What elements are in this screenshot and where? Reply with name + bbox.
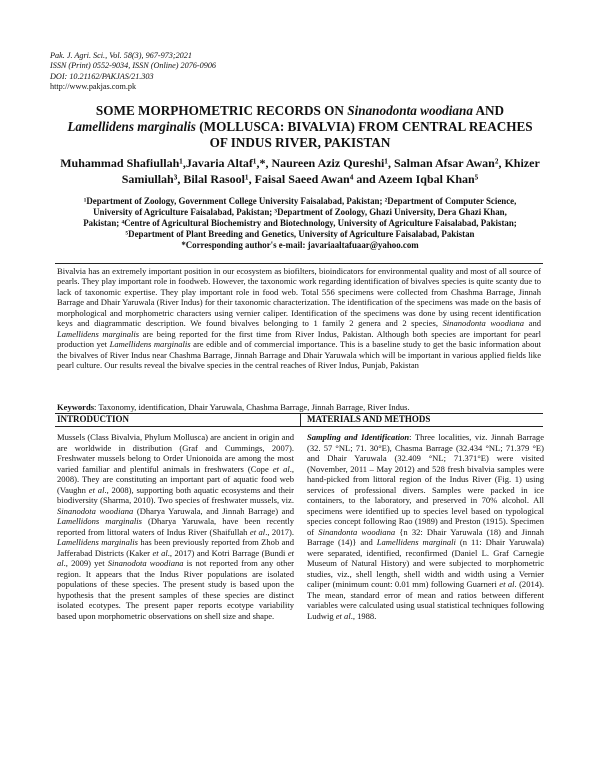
affiliation-line-4: ⁵Department of Plant Breeding and Genetics, University of Agriculture Faisalabad, Pakistan xyxy=(125,228,475,239)
methods-text: ., 1988. xyxy=(350,610,377,621)
intro-italic: et al xyxy=(88,484,105,495)
intro-italic: et al xyxy=(249,526,266,537)
methods-body xyxy=(307,432,544,621)
title-part-3: (MOLLUSCA: BIVALVIA) FROM CENTRAL REACHES OF INDUS RIVER, PAKISTAN xyxy=(195,119,533,150)
intro-text: has been previously reported from Zhob and Jafferabad Districts (Kaker xyxy=(57,537,294,558)
intro-text: ., 2017). xyxy=(265,526,294,537)
affiliation-line-3: Pakistan; ⁴Centre of Agricultural Biochemistry and Biotechnology, University of Agriculture Faisalabad, Pakistan; xyxy=(83,217,517,228)
intro-italic: Sinanodota woodiana xyxy=(57,505,134,516)
journal-header xyxy=(50,51,350,92)
keywords-text: : Taxonomy, identification, Dhair Yaruwala, Chashma Barrage, Jinnah Barrage, River Indus. xyxy=(94,402,410,412)
abstract-species: Lamellidens marginalis xyxy=(109,339,191,350)
introduction-heading: INTRODUCTION xyxy=(57,414,130,424)
journal-citation: Pak. J. Agri. Sci., Vol. 58(3), 967-973;2021 xyxy=(50,51,192,60)
journal-url[interactable]: http://www.pakjas.com.pk xyxy=(50,81,137,91)
introduction-body xyxy=(57,432,294,621)
author-line-1: Muhammad Shafiullah¹,Javaria Altaf¹,*, Naureen Aziz Qureshi¹, Salman Afsar Awan², Khizer xyxy=(60,156,540,170)
intro-italic: et al xyxy=(272,463,290,474)
methods-heading: MATERIALS AND METHODS xyxy=(307,414,431,424)
journal-doi: DOI: 10.21162/PAKJAS/21.303 xyxy=(50,71,154,81)
intro-italic: et al xyxy=(152,547,168,558)
intro-italic: Lamellidens marginalis xyxy=(57,537,138,547)
article-title xyxy=(60,103,540,151)
abstract-species: Lamellidens marginalis xyxy=(57,328,140,339)
methods-italic: Sinandonta woodiana xyxy=(318,526,396,537)
abstract-top-rule xyxy=(55,263,543,264)
keywords xyxy=(57,402,541,412)
methods-text: : Three localities, viz. Jinnah Barrage (32. 57 °NL; 71. 30°E), Chasma Barrage (32.434 °NL; 71.379 °E) and Dhair Yaruwala (32.409 °NL; 71.371°E) were visited (November, 2011 – May 2012) and 528 fresh bivalvia samples were hand-picked from littoral region of the Indus River (Fig. 1) using services of professional divers. Samples were packed in ice containers, to the laboratory, and preserved in 70% alcohol. All specimens were identified up to species level based on typological species concept following Rao (1989) and Preston (1915). Specimen of xyxy=(307,432,544,537)
intro-text: Mussels (Class Bivalvia, Phylum Mollusca) are ancient in origin and are worldwide in distribution (Graf and Cummings, 2007). Freshwater mussels belong to Order Unionoida are among the most varied familiar and plentiful animals in freshwaters (Cope xyxy=(57,432,294,474)
author-line-2: Samiullah³, Bilal Rasool¹, Faisal Saeed Awan⁴ and Azeem Iqbal Khan⁵ xyxy=(121,172,479,186)
keywords-label: Keywords xyxy=(57,402,95,412)
abstract-text: are edible and of commercial importance. This is a baseline study to get the basic information about the bivalves of River Indus near Chashma Barrage, Jinnah Barrage and Dhair Yaruwala which will be important in various applied fields like pearl culture. Our results reveal the bivalve species in the central reaches of River Indus, Punjab, Pakistan xyxy=(57,339,542,371)
column-divider xyxy=(300,413,301,427)
intro-text: ., 2009) yet xyxy=(63,558,108,568)
methods-subheading: Sampling and Identification xyxy=(307,432,410,442)
intro-text: (Dharya Yaruwala, and Jinnah Barrage) and xyxy=(133,505,294,516)
methods-text: (n 11: Dhair Yaruwala) were separated, identified, reconfirmed (Daniel L. Graf Carnegie Museum of Natural History) and were subjected to morphometric studies, viz., shell length, shell width and width using a Vernier caliper (minimum count: 0.01 mm) following Guarneri xyxy=(307,537,544,589)
title-species-1: Sinanodonta woodiana xyxy=(347,103,473,118)
abstract-species: Sinanodonta woodiana xyxy=(442,318,525,329)
methods-italic: Lamellidens marginali xyxy=(376,537,456,547)
title-species-2: Lamellidens marginalis xyxy=(67,119,196,134)
affiliation-line-2: University of Agriculture Faisalabad, Pakistan; ³Department of Zoology, Ghazi University, Dera Ghazi Khan, xyxy=(93,206,507,217)
intro-italic: Sinanodota woodiana xyxy=(107,558,184,568)
title-part-2: AND xyxy=(472,103,505,118)
intro-text: is not reported from any other region. It appears that the Indus River populations are isolated populations of these species. The present study is based upon the hypothesis that the present samples of these species are distinct isolated ecotypes. The present paper reports ecotype variability based upon morphometric observations on shell size and shape. xyxy=(57,558,294,621)
affiliations xyxy=(60,196,540,251)
author-list xyxy=(60,155,540,187)
methods-text: {n 32: Dhair Yaruwala (18) and Jinnah Barrage (14)} and xyxy=(307,526,544,547)
abstract xyxy=(57,266,541,371)
intro-text: ., 2017) and Kotri Barrage (Bundi xyxy=(167,547,288,558)
intro-italic: et al xyxy=(57,547,294,568)
intro-text: ., 2008), supporting both aquatic ecosystems and their biodiversity (Sharma, 2010). Two species of freshwater mussels, viz. xyxy=(57,484,294,505)
abstract-text: are being reported for the first time from River Indus, Pakistan. Although both species are important for pearl production yet xyxy=(57,328,541,350)
intro-text: (Dharya Yaruwala, have been recently reported from littoral waters of Indus River (Shaifullah xyxy=(57,516,295,537)
intro-text: ., 2008). They are constituting an important part of aquatic food web (Vaughn xyxy=(57,463,295,495)
journal-issn: ISSN (Print) 0552-9034, ISSN (Online) 2076-0906 xyxy=(50,61,217,71)
abstract-text: Bivalvia has an extremely important position in our ecosystem as biofilters, bioindicators for environmental quality and most of all source of pearls. They play important role in foodweb. However, the taxonomic work regarding identification of bivalves species is quite scanty due to lack of taxonomic expertise. They play important role in food web. Total 556 specimens were collected from Chashma Barrage, Jinnah Barrage and Dhair Yaruwala (River Indus) for their taxonomic characterization. The identification of the specimens was made on the basis of morphological and morphometric characters using vernier caliper. Identification of the specimens was done by using recent identification keys and diagrammatic description. We found bivalves belonging to 1 family 2 genera and 2 species, xyxy=(57,266,541,329)
title-part-1: SOME MORPHOMETRIC RECORDS ON xyxy=(95,103,348,118)
abstract-text: and xyxy=(524,318,541,329)
section-bottom-rule xyxy=(55,426,543,427)
affiliation-line-1: ¹Department of Zoology, Government College University Faisalabad, Pakistan; ²Department of Computer Science, xyxy=(83,196,517,206)
corresponding-author: *Corresponding author's e-mail: javariaaltafuaar@yahoo.com xyxy=(181,239,419,250)
intro-italic: Lamellidons marginalis xyxy=(57,516,142,526)
methods-text: . (2014). The mean, standard error of mean and ratios between different variables were calculated using usual statistical techniques following Ludwig xyxy=(307,579,545,621)
methods-italic: et al xyxy=(499,579,515,589)
methods-italic: et al xyxy=(335,610,351,621)
